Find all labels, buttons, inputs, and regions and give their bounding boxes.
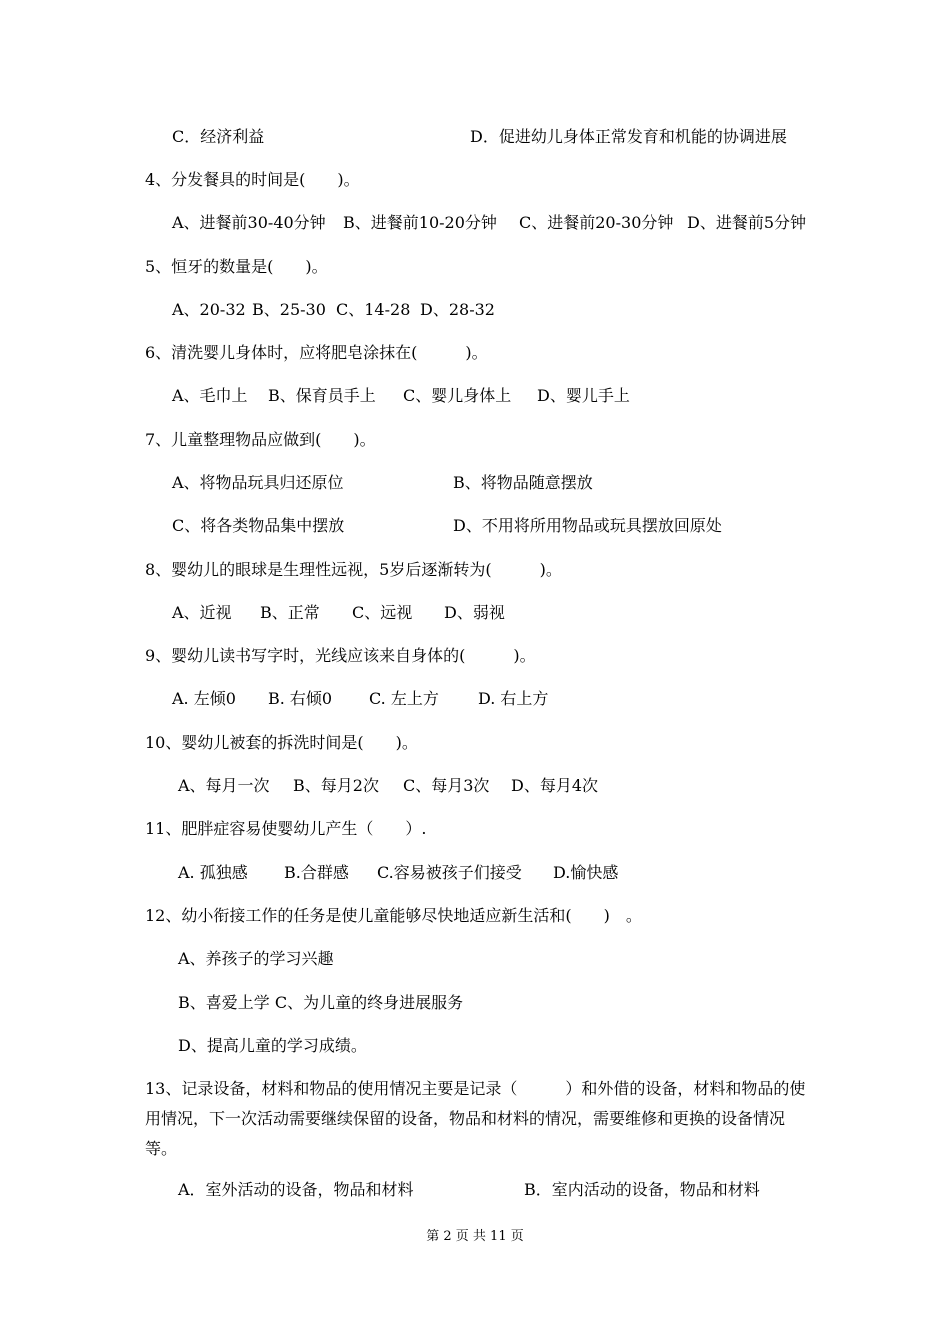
- question-12-option-d: D、提高儿童的学习成绩。: [178, 1036, 367, 1055]
- question-9-stem: 9、婴幼儿读书写字时，光线应该来自身体的( )。: [145, 646, 536, 665]
- question-4-option-d: D、进餐前5分钟: [687, 213, 807, 232]
- question-4-option-a: A、进餐前30-40分钟: [172, 213, 326, 232]
- question-8-option-d: D、弱视: [444, 603, 505, 622]
- question-11-option-b: B.合群感: [284, 863, 349, 882]
- question-12-option-bc: B、喜爱上学 C、为儿童的终身进展服务: [178, 993, 464, 1012]
- question-10-option-c: C、每月3次: [403, 776, 490, 795]
- question-7-option-a: A、将物品玩具归还原位: [172, 473, 344, 492]
- question-13-stem: 13、记录设备，材料和物品的使用情况主要是记录（ ）和外借的设备，材料和物品的使用情况，下一次活动需要继续保留的设备，物品和材料的情况，需要维修和更换的设备情况等。: [145, 1079, 806, 1158]
- question-9-option-c: C. 左上方: [369, 689, 439, 708]
- page-number-footer: 第 2 页 共 11 页: [426, 1229, 524, 1244]
- question-6-option-c: C、婴儿身体上: [403, 386, 512, 405]
- question-12-option-a: A、养孩子的学习兴趣: [178, 949, 334, 968]
- question-10-option-b: B、每月2次: [293, 776, 379, 795]
- question-12-stem: 12、幼小衔接工作的任务是使儿童能够尽快地适应新生活和( ) 。: [145, 906, 642, 925]
- question-11-option-d: D.愉快感: [553, 863, 619, 882]
- question-10-stem: 10、婴幼儿被套的拆洗时间是( )。: [145, 733, 418, 752]
- question-6-option-b: B、保育员手上: [268, 386, 376, 405]
- question-5-option-c: C、14-28: [336, 300, 411, 319]
- question-4-option-b: B、进餐前10-20分钟: [343, 213, 497, 232]
- question-9-option-d: D. 右上方: [478, 689, 549, 708]
- question-11-option-c: C.容易被孩子们接受: [377, 863, 522, 882]
- question-7-stem: 7、儿童整理物品应做到( )。: [145, 430, 376, 449]
- question-13-option-a: A．室外活动的设备，物品和材料: [178, 1180, 414, 1199]
- question-8-option-a: A、近视: [172, 603, 232, 622]
- question-4-option-c: C、进餐前20-30分钟: [519, 213, 674, 232]
- question-7-option-d: D、不用将所用物品或玩具摆放回原处: [453, 516, 722, 535]
- question-11-option-a: A. 孤独感: [178, 863, 248, 882]
- question-10-option-a: A、每月一次: [178, 776, 270, 795]
- question-7-option-c: C、将各类物品集中摆放: [172, 516, 345, 535]
- prev-option-c: C．经济利益: [172, 127, 265, 146]
- question-8-option-c: C、远视: [352, 603, 413, 622]
- question-7-option-b: B、将物品随意摆放: [453, 473, 593, 492]
- question-10-option-d: D、每月4次: [511, 776, 599, 795]
- prev-option-d: D．促进幼儿身体正常发育和机能的协调进展: [470, 127, 787, 146]
- question-9-option-a: A. 左倾0: [172, 689, 236, 708]
- question-5-option-a: A、20-32: [172, 300, 246, 319]
- question-9-option-b: B. 右倾0: [268, 689, 333, 708]
- question-13-option-b: B．室内活动的设备，物品和材料: [524, 1180, 760, 1199]
- question-8-stem: 8、婴幼儿的眼球是生理性远视，5岁后逐渐转为( )。: [145, 560, 562, 579]
- question-6-stem: 6、清洗婴儿身体时，应将肥皂涂抹在( )。: [145, 343, 488, 362]
- question-6-option-d: D、婴儿手上: [537, 386, 630, 405]
- question-4-stem: 4、分发餐具的时间是( )。: [145, 170, 360, 189]
- question-5-option-b: B、25-30: [252, 300, 326, 319]
- question-6-option-a: A、毛巾上: [172, 386, 248, 405]
- question-11-stem: 11、肥胖症容易使婴幼儿产生（ ）.: [145, 819, 427, 838]
- question-5-option-d: D、28-32: [420, 300, 495, 319]
- question-8-option-b: B、正常: [260, 603, 320, 622]
- question-5-stem: 5、恒牙的数量是( )。: [145, 257, 328, 276]
